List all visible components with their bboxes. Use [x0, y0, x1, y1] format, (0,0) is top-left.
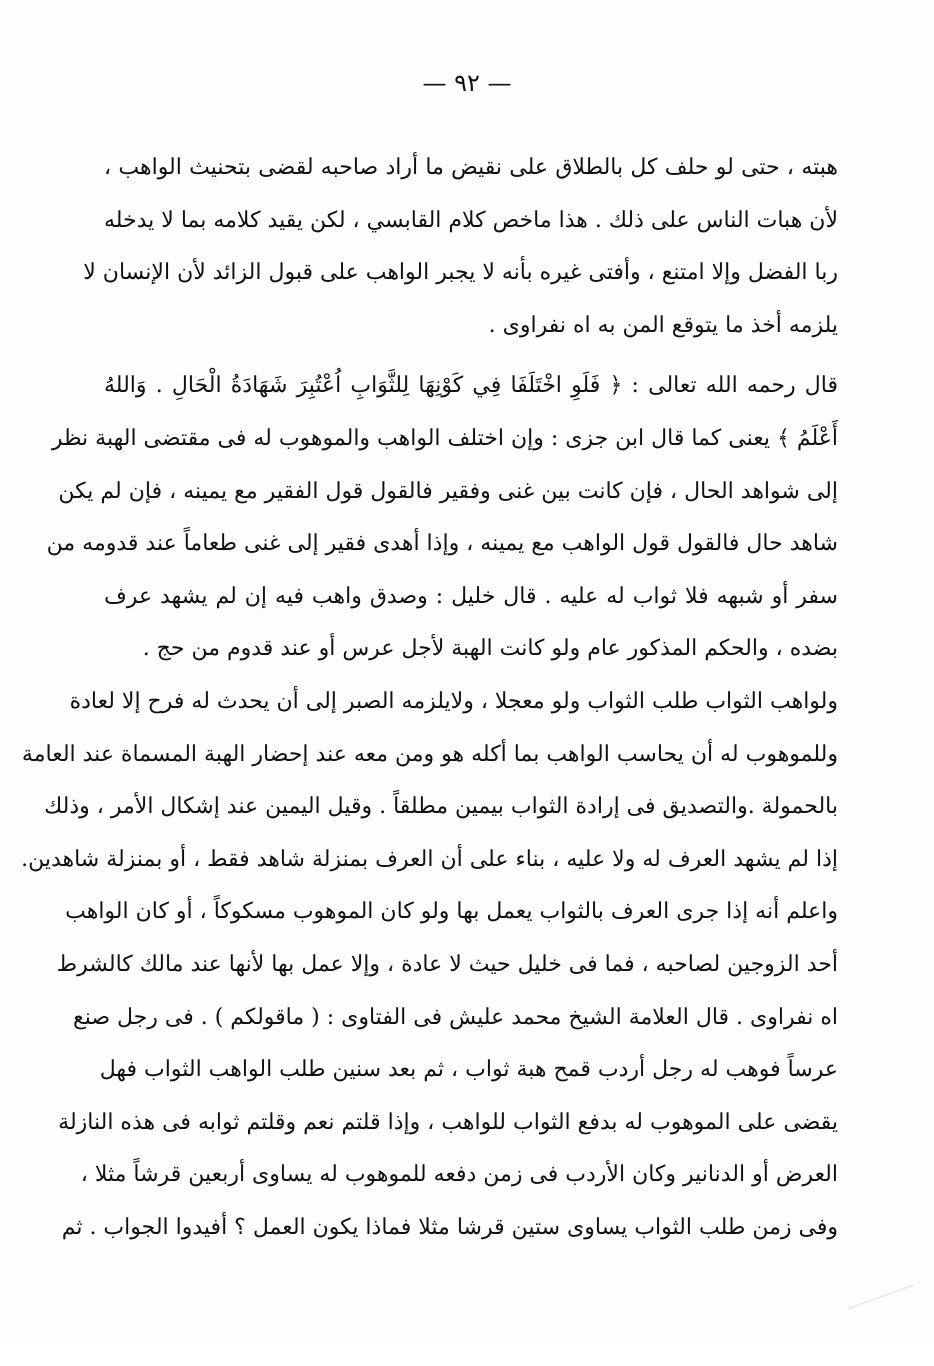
text-line: ولواهب الثواب طلب الثواب ولو معجلا ، ولايلزمه الصبر إلى أن يحدث له فرح إلا لعادة: [69, 688, 838, 714]
text-line: واعلم أنه إذا جرى العرف بالثواب يعمل بها ولو كان الموهوب مسكوكاً ، أو كان الواهب: [65, 899, 838, 925]
text-line: لأن هبات الناس على ذلك . هذا ماخص كلام القابسي ، لكن يقيد كلامه بما لا يدخله: [103, 207, 838, 233]
text-line: سفر أو شبهه فلا ثواب له عليه . قال خليل : وصدق واهب فيه إن لم يشهد عرف: [104, 583, 838, 609]
text-line: العرض أو الدنانير وكان الأردب فى زمن دفعه للموهوب له يساوى أربعين قرشاً مثلا ،: [80, 1162, 838, 1188]
text-line: يقضى على الموهوب له بدفع الثواب للواهب ، وإذا قلتم نعم وقلتم ثوابه فى هذه النازلة: [58, 1109, 838, 1135]
text-line: أَعْلَمُ ﴾ يعنى كما قال ابن جزى : وإن اختلف الواهب والموهوب له فى مقتضى الهبة نظر: [51, 425, 838, 451]
text-line: هبته ، حتى لو حلف كل بالطلاق على نقيض ما أراد صاحبه لقضى بتحنيث الواهب ،: [104, 155, 838, 180]
text-line: وفى زمن طلب الثواب يساوى ستين قرشا مثلا فماذا يكون العمل ؟ أفيدوا الجواب . ثم: [61, 1214, 838, 1240]
text-line: قال رحمه الله تعالى : ﴿ فَلَوِ اخْتَلَفَا فِي كَوْنِهَا لِلثَّوَابِ اُعْتُبِرَ شَهَادَةُ الْحَالِ . وَاللهُ: [104, 373, 838, 399]
body-text: [21, 142, 838, 1254]
text-line: وللموهوب له أن يحاسب الواهب بما أكله هو ومن معه عند إحضار الهبة المسماة عند العامة: [21, 741, 838, 767]
text-line: بالحمولة .والتصديق فى إرادة الثواب بيمين مطلقاً . وقيل اليمين عند إشكال الأمر ، وذلك: [44, 794, 838, 820]
text-line: ربا الفضل وإلا امتنع ، وأفتى غيره بأنه لا يجبر الواهب على قبول الزائد لأن الإنسان لا: [83, 260, 838, 286]
text-line: يلزمه أخذ ما يتوقع المن به اه نفراوى .: [488, 312, 838, 338]
text-line: أحد الزوجين لصاحبه ، فما فى خليل حيث لا عادة ، وإلا عمل بها لأنها عند مالك كالشرط: [56, 951, 838, 977]
text-line: بضده ، والحكم المذكور عام ولو كانت الهبة لأجل عرس أو عند قدوم من حج .: [142, 636, 838, 662]
scan-edge-mark: [847, 1285, 934, 1366]
text-line: إلى شواهد الحال ، فإن كانت بين غنى وفقير فالقول قول الفقير مع يمينه ، فإن لم يكن: [58, 478, 838, 504]
text-line: اه نفراوى . قال العلامة الشيخ محمد عليش فى الفتاوى : ( ماقولكم ) . فى رجل صنع: [72, 1004, 838, 1030]
text-line: عرساً فوهب له رجل أردب قمح هبة ثواب ، ثم بعد سنين طلب الواهب الثواب فهل: [99, 1057, 838, 1083]
text-line: شاهد حال فالقول قول الواهب مع يمينه ، وإذا أهدى فقير إلى غنى طعاماً عند قدومه من: [46, 531, 838, 557]
page-number: — ٩٢ —: [422, 69, 512, 97]
text-line: إذا لم يشهد العرف له ولا عليه ، بناء على أن العرف بمنزلة شاهد فقط ، أو بمنزلة شاهدين.: [21, 846, 838, 872]
